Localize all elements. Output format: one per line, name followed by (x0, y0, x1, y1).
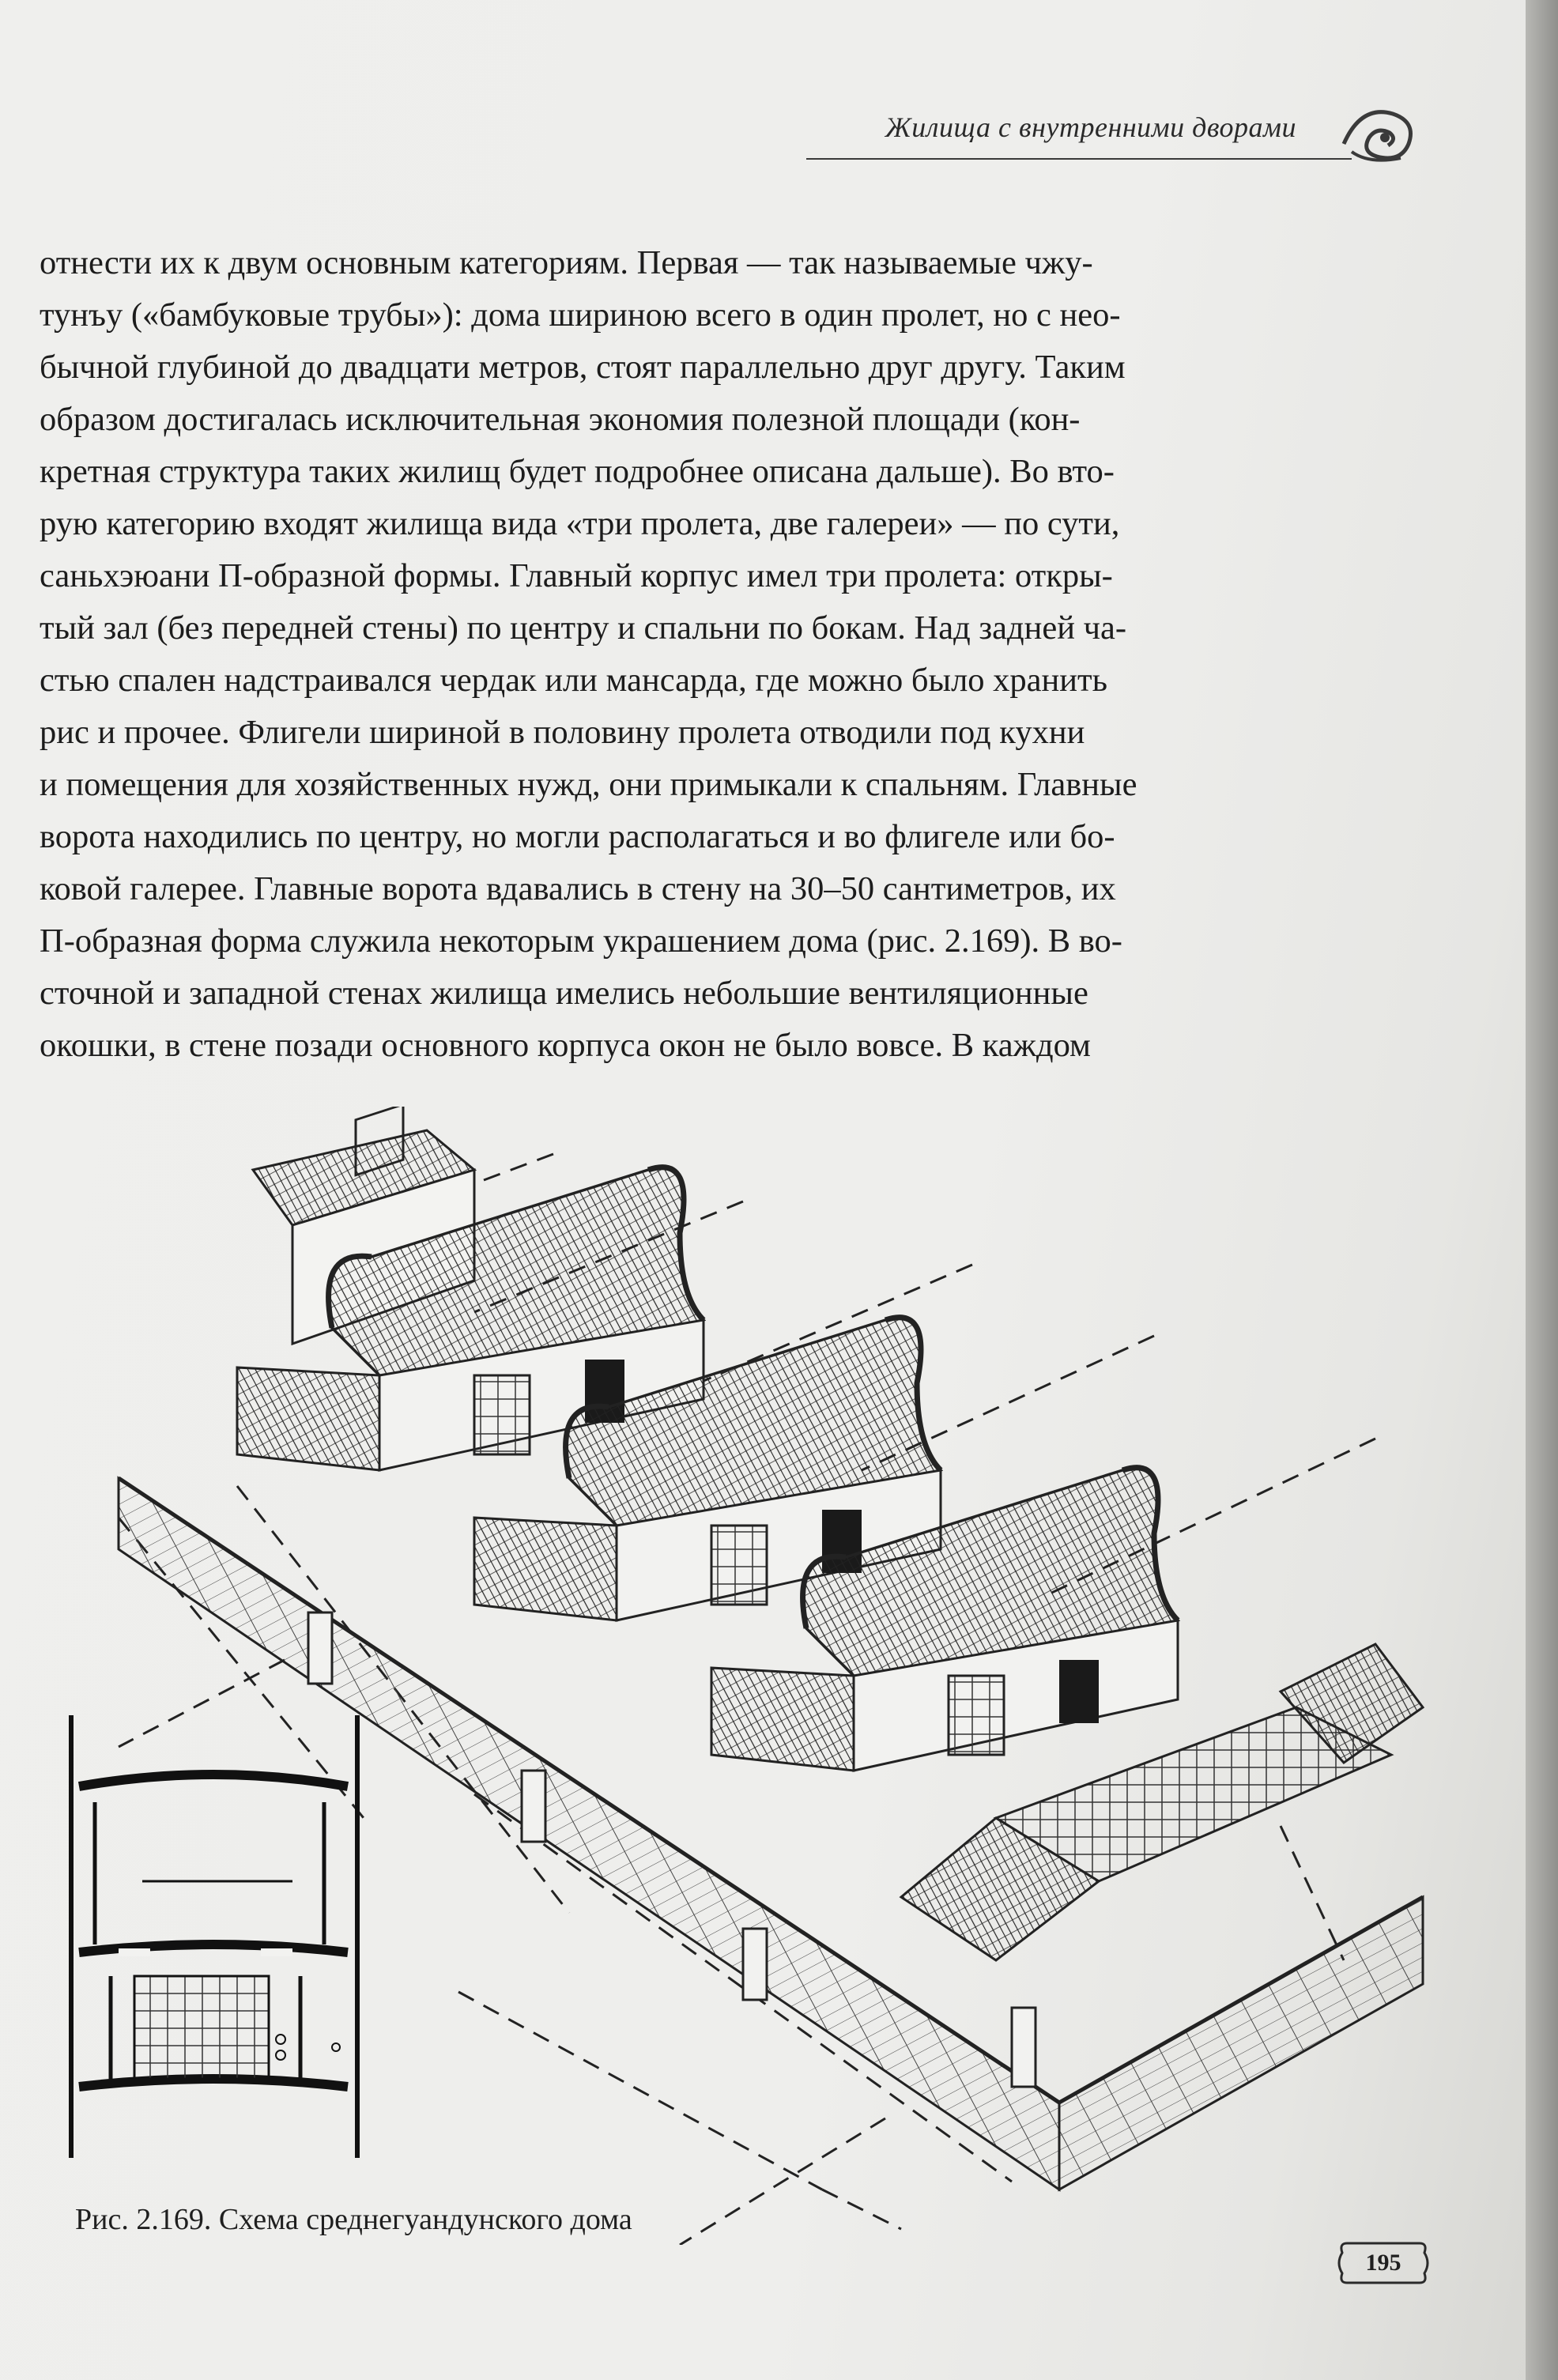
text-line: и помещения для хозяйственных нужд, они примыкали к спальням. Главные (40, 766, 1137, 803)
page-edge (1526, 0, 1558, 2380)
figure-caption: Рис. 2.169. Схема среднегуандунского дома (75, 2203, 632, 2236)
text-line: рую категорию входят жилища вида «три пролета, две галереи» — по сути, (40, 505, 1120, 542)
floor-plan (71, 1715, 357, 2158)
text-line: кретная структура таких жилищ будет подробнее описана дальше). Во вто- (40, 453, 1115, 490)
text-line: ворота находились по центру, но могли располагаться и во флигеле или бо- (40, 818, 1115, 855)
page-number-text: 195 (1365, 2250, 1401, 2276)
text-line: образом достигалась исключительная экономия полезной площади (кон- (40, 401, 1081, 438)
text-line: тый зал (без передней стены) по центру и спальни по бокам. Над задней ча- (40, 609, 1127, 647)
running-head-title: Жилища с внутренними дворами (885, 111, 1296, 143)
text-line: бычной глубиной до двадцати метров, стоят параллельно друг другу. Таким (40, 349, 1126, 386)
text-line: окошки, в стене позади основного корпуса окон не было вовсе. В каждом (40, 1027, 1091, 1064)
text-line: стью спален надстраивался чердак или мансарда, где можно было хранить (40, 662, 1107, 699)
text-line: сточной и западной стенах жилища имелись небольшие вентиляционные (40, 975, 1088, 1012)
body-text (40, 237, 1312, 1072)
text-line: отнести их к двум основным категориям. Первая — так называемые чжу- (40, 244, 1093, 281)
running-head (806, 89, 1439, 168)
running-head-rule (806, 158, 1352, 160)
page-number (1336, 2237, 1431, 2289)
ornament-icon (1337, 96, 1424, 168)
text-line: тунъу («бамбуковые трубы»): дома шириною всего в один пролет, но с нео- (40, 296, 1121, 334)
text-line: саньхэюани П-образной формы. Главный корпус имел три пролета: откры- (40, 557, 1113, 594)
figure-illustration (32, 1107, 1502, 2245)
text-line: П-образная форма служила некоторым украшением дома (рис. 2.169). В во- (40, 922, 1122, 960)
text-line: ковой галерее. Главные ворота вдавались в стену на 30–50 сантиметров, их (40, 870, 1116, 907)
text-line: рис и прочее. Флигели шириной в половину пролета отводили под кухни (40, 714, 1085, 751)
